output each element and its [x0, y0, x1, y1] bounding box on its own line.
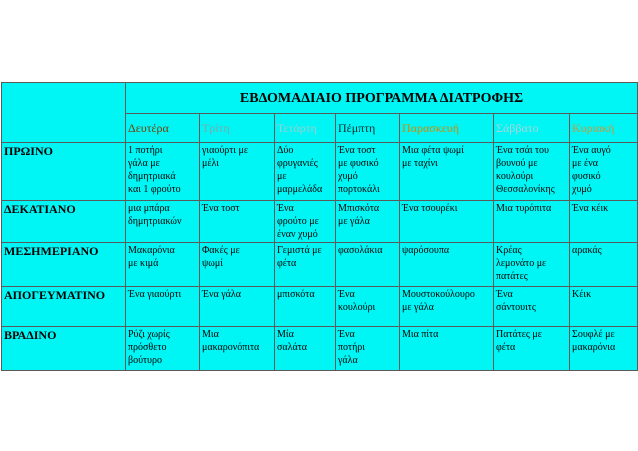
day-header-friday: Παρασκευή — [400, 114, 494, 143]
table-row — [2, 243, 638, 287]
table-cell: Φακές με ψωμί — [200, 243, 275, 287]
table-cell: Δύο φρυγανιές με μαρμελάδα — [275, 143, 336, 201]
table-cell: Ένα γιαούρτι — [126, 287, 200, 327]
meal-label-dinner: ΒΡΑΔΙΝΟ — [2, 327, 126, 371]
table-cell: Μια τυρόπιτα — [494, 201, 570, 243]
diet-schedule-table — [1, 82, 638, 371]
table-cell: Ένα τοστ — [200, 201, 275, 243]
day-header-saturday: Σάββατο — [494, 114, 570, 143]
table-cell: Ένα τοστ με φυσικό χυμό πορτοκάλι — [336, 143, 400, 201]
table-cell: Κέικ — [570, 287, 638, 327]
table-cell: Σουφλέ με μακαρόνια — [570, 327, 638, 371]
table-cell: Ρύζι χωρίς πρόσθετο βούτυρο — [126, 327, 200, 371]
table-cell: αρακάς — [570, 243, 638, 287]
table-row — [2, 287, 638, 327]
meal-label-lunch: ΜΕΣΗΜΕΡΙΑΝΟ — [2, 243, 126, 287]
table-cell: Μια φέτα ψωμί με ταχίνι — [400, 143, 494, 201]
table-cell: Ένα τσουρέκι — [400, 201, 494, 243]
day-header-thursday: Πέμπτη — [336, 114, 400, 143]
table-cell: Ένα κέικ — [570, 201, 638, 243]
table-cell: Ένα φρούτο με έναν χυμό — [275, 201, 336, 243]
meal-label-mid-morning: ΔΕΚΑΤΙΑΝΟ — [2, 201, 126, 243]
table-cell: μια μπάρα δημητριακών — [126, 201, 200, 243]
table-cell: Μια μακαρονόπιτα — [200, 327, 275, 371]
table-cell: Ένα αυγό με ένα φυσικό χυμό — [570, 143, 638, 201]
table-row — [2, 201, 638, 243]
day-header-wednesday: Τετάρτη — [275, 114, 336, 143]
table-cell: Ένα ποτήρι γάλα — [336, 327, 400, 371]
table-cell: Ένα γάλα — [200, 287, 275, 327]
table-row — [2, 327, 638, 371]
day-header-sunday: Κυριακή — [570, 114, 638, 143]
meal-label-afternoon: ΑΠΟΓΕΥΜΑΤΙΝΟ — [2, 287, 126, 327]
table-cell: φασολάκια — [336, 243, 400, 287]
table-cell: Ένα κουλούρι — [336, 287, 400, 327]
table-cell: Γεμιστά με φέτα — [275, 243, 336, 287]
day-header-tuesday: Τρίτη — [200, 114, 275, 143]
table-cell: Μια πίτα — [400, 327, 494, 371]
table-cell: γιαούρτι με μέλι — [200, 143, 275, 201]
table-cell: ψαρόσουπα — [400, 243, 494, 287]
table-cell: Κρέας λεμονάτο με πατάτες — [494, 243, 570, 287]
table-cell: Ένα τσάι του βουνού με κουλούρι Θεσσαλονίκης — [494, 143, 570, 201]
table-cell: Ένα σάντουιτς — [494, 287, 570, 327]
table-row — [2, 143, 638, 201]
table-cell: Πατάτες με φέτα — [494, 327, 570, 371]
table-cell: Μουστοκούλουρο με γάλα — [400, 287, 494, 327]
table-cell: Μακαρόνια με κιμά — [126, 243, 200, 287]
table-cell: 1 ποτήρι γάλα με δημητριακά και 1 φρούτο — [126, 143, 200, 201]
table-title: ΕΒΔΟΜΑΔΙΑΙΟ ΠΡΟΓΡΑΜΜΑ ΔΙΑΤΡΟΦΗΣ — [126, 83, 638, 114]
table-cell: Μπισκότα με γάλα — [336, 201, 400, 243]
table-cell: Μία σαλάτα — [275, 327, 336, 371]
day-header-monday: Δευτέρα — [126, 114, 200, 143]
title-row — [2, 83, 638, 114]
corner-cell — [2, 83, 126, 143]
table-cell: μπισκότα — [275, 287, 336, 327]
meal-label-breakfast: ΠΡΩΙΝΟ — [2, 143, 126, 201]
